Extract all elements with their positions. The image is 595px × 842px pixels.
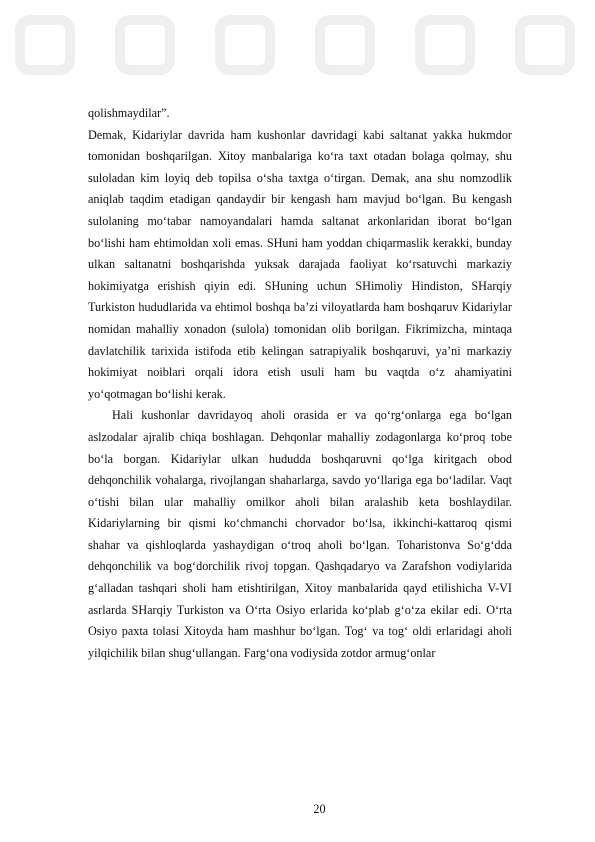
watermark <box>0 0 595 90</box>
paragraph-governance: Demak, Kidariylar davrida ham kushonlar davridagi kabi saltanat yakka hukmdor tomonidan boshqarilgan. Xitoy manbalariga ko‘ra taxt otadan bolaga qolmay, shu suloladan kim loyiq deb topilsa o‘sha taxtga o‘tirgan. Demak, ana shu nomzodlik aniqlab taqdim etadigan qandaydir bir kengash ham mavjud bo‘lgan. Bu kengash sulolaning mo‘tabar namoyandalari hamda saltanat arkonlaridan iborat bo‘lgan bo‘lishi ham ehtimoldan xoli emas. SHuni ham yoddan chiqarmaslik kerakki, bunday ulkan saltanatni boshqarishda yuksak darajada faoliyat ko‘rsatuvchi markaziy hokimiyatga erishish qiyin edi. SHuning uchun SHimoliy Hindiston, SHarqiy Turkiston hududlarida va ehtimol boshqa ba’zi viloyatlarda ham boshqaruv Kidariylar nomidan mahalliy xonadon (sulola) tomonidan olib borilgan. Fikrimizcha, mintaqa davlatchilik tarixida istifoda etib kelingan satrapiyalik boshqaruvi, ya’ni markaziy hokimiyat noiblari orqali idora etish usuli ham bu vaqtda o‘z ahamiyatini yo‘qotmagan bo‘lishi kerak. <box>88 127 512 401</box>
paragraph-society: Hali kushonlar davridayoq aholi orasida er va qo‘rg‘onlarga ega bo‘lgan aslzodalar ajralib chiqa boshlagan. Dehqonlar mahalliy zodagonlarga ko‘proq tobe bo‘la borgan. Kidariylar ulkan hududda boshqaruvni qo‘lga kiritgach obod dehqonchilik vohalarga, rivojlangan shaharlarga, savdo yo‘llariga ega bo‘ladilar. Vaqt o‘tishi bilan ular mahalliy omilkor aholi bilan aralashib keta boshlaydilar. Kidariylarning bir qismi ko‘chmanchi chorvador bo‘lsa, ikkinchi-kattaroq qismi shahar va qishloqlarda yashaydigan o‘troq aholi bo‘lgan. Toharistonva So‘g‘dda dehqonchilik va bog‘dorchilik rivoj topgan. Qashqadaryo va Zarafshon vodiylarida g‘alladan tashqari sholi ham etishtirilgan, Xitoy manbalarida qayd etilishicha V-VI asrlarda SHarqiy Turkiston va O‘rta Osiyo erlarida ko‘plab g‘o‘za ekilar edi. O‘rta Osiyo paxta tolasi Xitoyda ham mashhur bo‘lgan. Tog‘ va tog‘ oldi erlaridagi aholi yilqichilik bilan shug‘ullangan. Farg‘ona vodiysida zotdor armug‘onlar <box>88 408 512 660</box>
page-number: 20 <box>313 802 326 816</box>
body-text <box>88 103 512 664</box>
watermark-pattern-icon <box>0 0 595 90</box>
paragraph-continuation: qolishmaydilar”. <box>88 106 170 120</box>
